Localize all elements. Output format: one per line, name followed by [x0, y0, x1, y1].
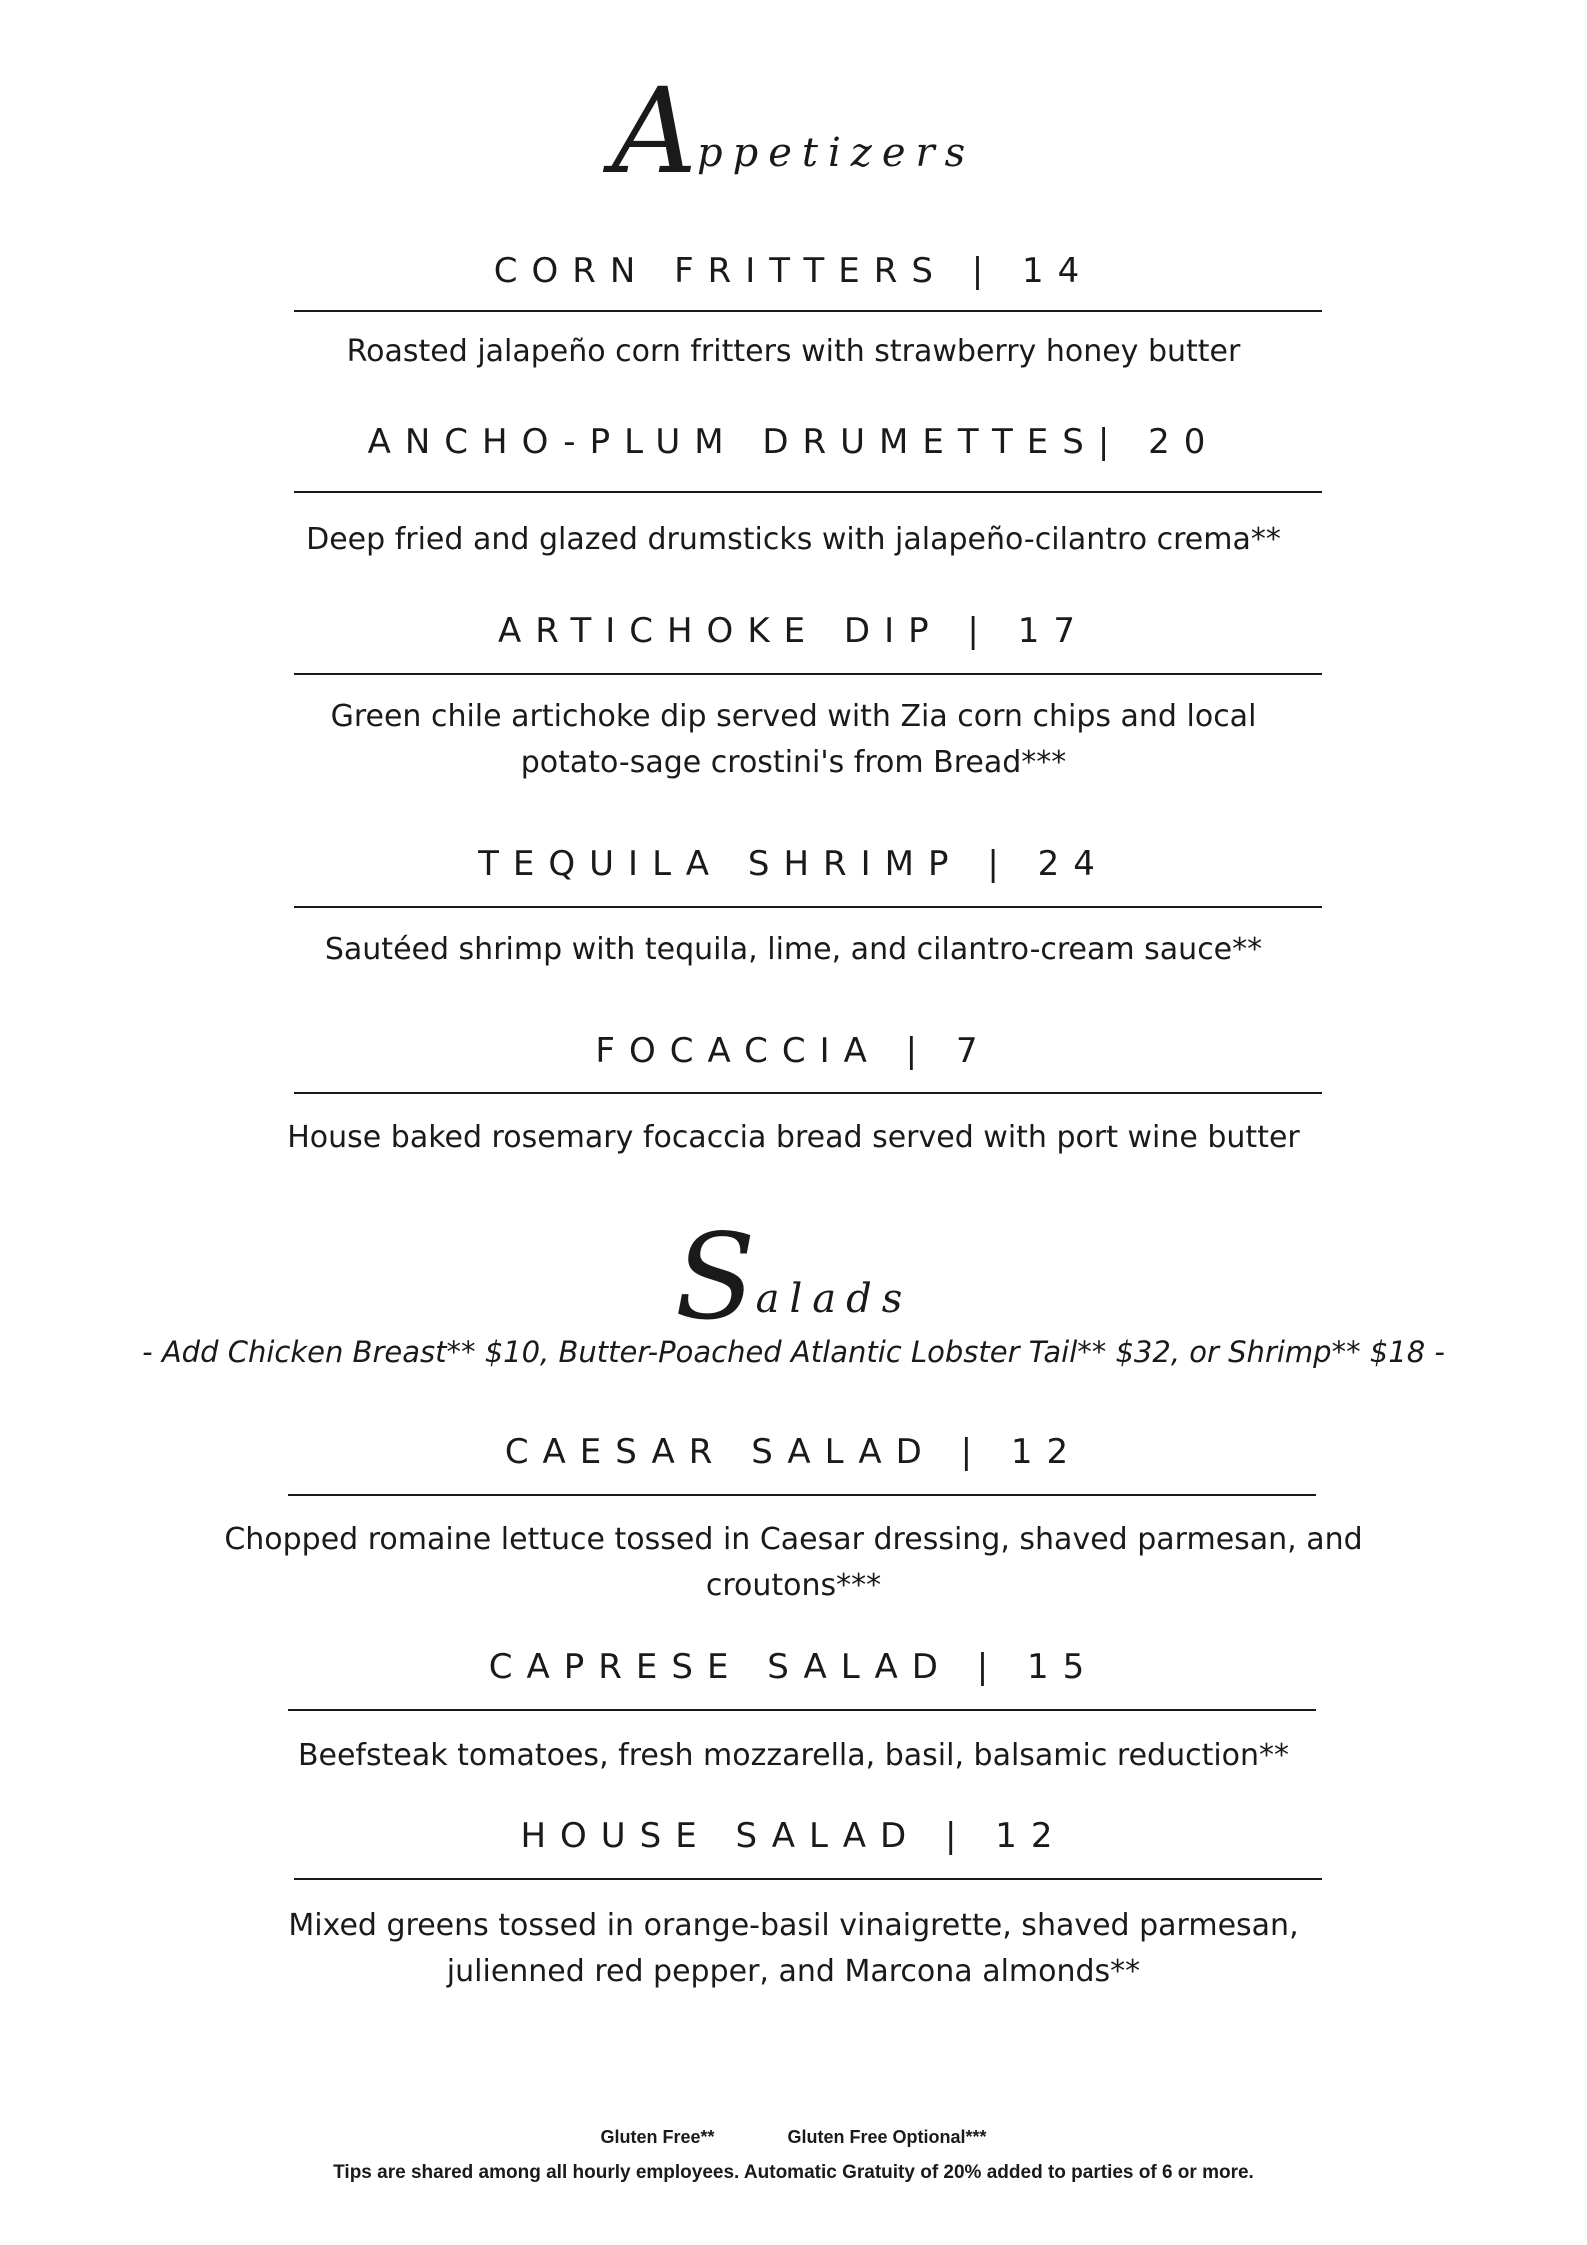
gluten-free-optional-key: Gluten Free Optional***: [787, 2127, 987, 2147]
divider-line: [294, 673, 1322, 675]
appetizers-heading: [0, 62, 1587, 200]
menu-item-description: Deep fried and glazed drumsticks with jalapeño-cilantro crema**: [306, 522, 1281, 557]
menu-item-name: FOCACCIA | 7: [595, 1031, 992, 1071]
menu-item-description-line2: potato-sage crostini's from Bread***: [520, 745, 1067, 780]
menu-item-description: Chopped romaine lettuce tossed in Caesar dressing, shaved parmesan, and: [224, 1522, 1363, 1557]
menu-item-description: Roasted jalapeño corn fritters with strawberry honey butter: [346, 334, 1241, 369]
menu-item-name: HOUSE SALAD | 12: [520, 1816, 1067, 1856]
menu-item-description: Mixed greens tossed in orange-basil vinaigrette, shaved parmesan,: [288, 1908, 1299, 1943]
menu-item-name: TEQUILA SHRIMP | 24: [478, 844, 1109, 884]
divider-line: [294, 1092, 1322, 1094]
tips-notice: Tips are shared among all hourly employees. Automatic Gratuity of 20% added to parties of 6 or more.: [333, 2162, 1254, 2183]
salads-heading: [0, 1208, 1587, 1346]
appetizers-heading-initial: A: [611, 62, 698, 200]
menu-item-name: CAPRESE SALAD | 15: [488, 1647, 1099, 1687]
salads-heading-rest: alads: [755, 1276, 913, 1322]
menu-item-description-line2: julienned red pepper, and Marcona almonds**: [446, 1954, 1141, 1989]
menu-item-description: Beefsteak tomatoes, fresh mozzarella, basil, balsamic reduction**: [297, 1738, 1290, 1773]
divider-line: [294, 906, 1322, 908]
menu-item-description: Sautéed shrimp with tequila, lime, and cilantro-cream sauce**: [324, 932, 1263, 967]
divider-line: [294, 491, 1322, 493]
salads-heading-initial: S: [674, 1208, 756, 1346]
menu-item-name: CORN FRITTERS | 14: [493, 251, 1094, 291]
divider-line: [288, 1494, 1316, 1496]
appetizers-heading-rest: ppetizers: [697, 130, 976, 176]
menu-item-name: ARTICHOKE DIP | 17: [498, 611, 1089, 651]
menu-item-description: Green chile artichoke dip served with Zia corn chips and local: [330, 699, 1257, 734]
menu-item-description-line2: croutons***: [705, 1568, 882, 1603]
divider-line: [294, 1878, 1322, 1880]
menu-item-description: House baked rosemary focaccia bread served with port wine butter: [287, 1120, 1300, 1155]
divider-line: [294, 310, 1322, 312]
menu-item-name: CAESAR SALAD | 12: [504, 1432, 1083, 1472]
gluten-free-key: Gluten Free**: [600, 2127, 715, 2147]
dietary-legend: [0, 2127, 1587, 2148]
menu-item-name: ANCHO-PLUM DRUMETTES| 20: [367, 422, 1220, 462]
divider-line: [288, 1709, 1316, 1711]
salad-addons-note: - Add Chicken Breast** $10, Butter-Poached Atlantic Lobster Tail** $32, or Shrimp** $18 -: [142, 1335, 1445, 1369]
